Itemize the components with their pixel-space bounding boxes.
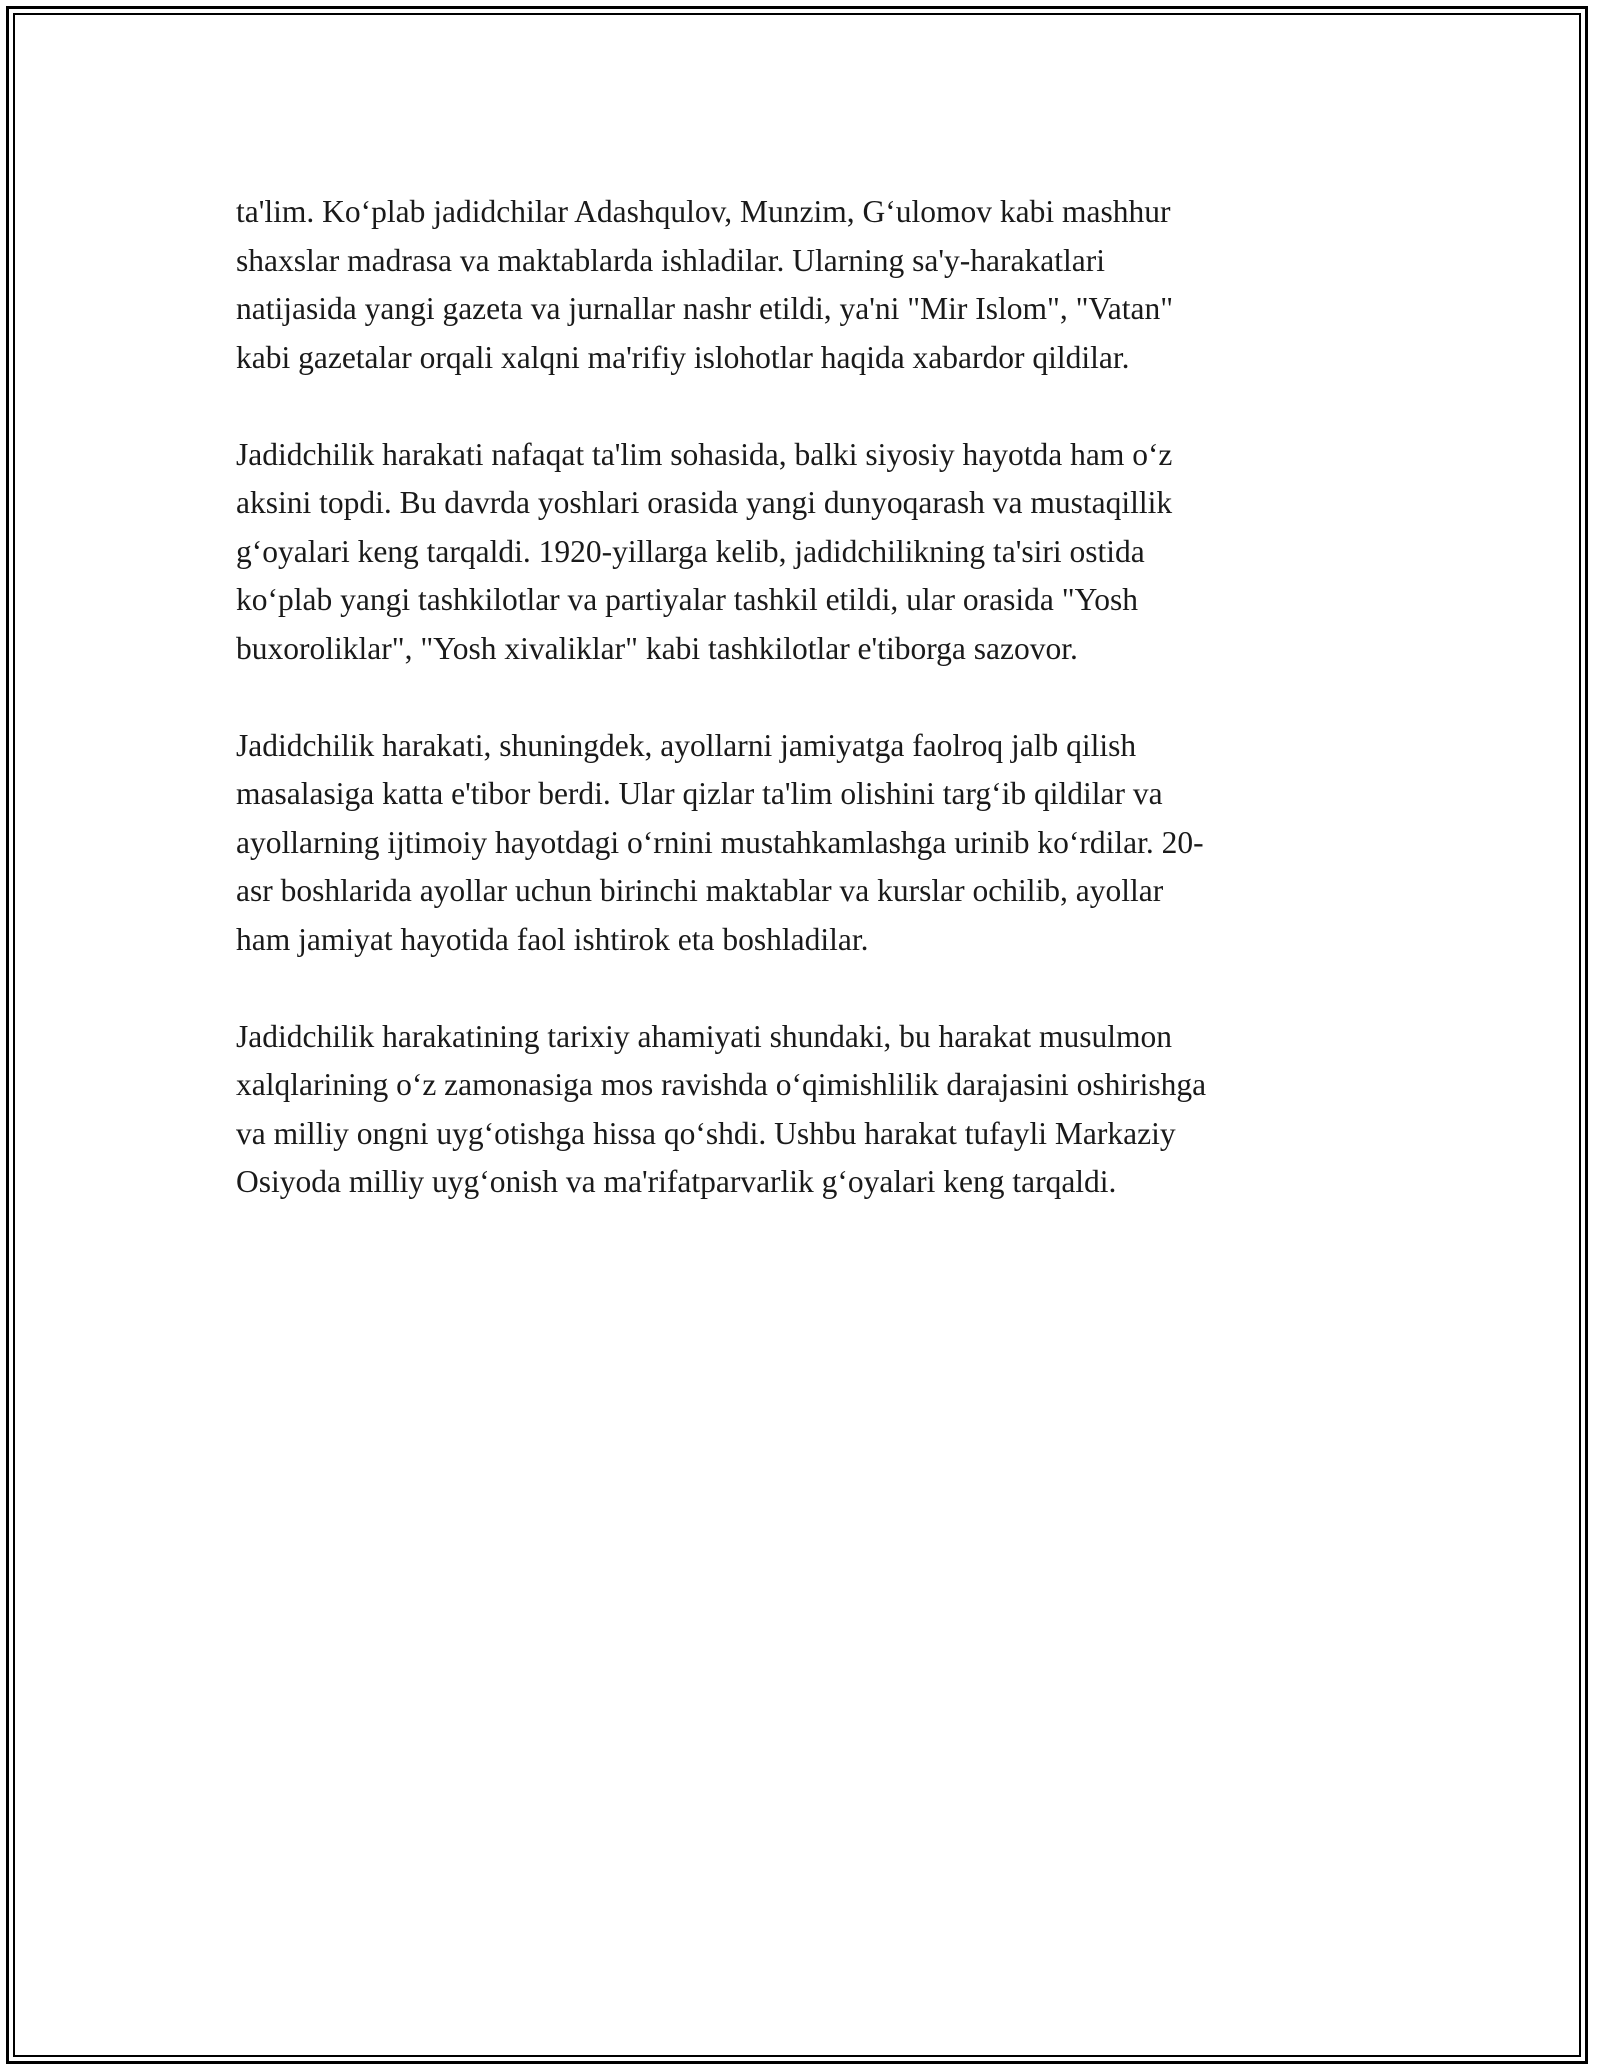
paragraph-3: Jadidchilik harakati, shuningdek, ayollarni jamiyatga faolroq jalb qilish masalasiga katta e'tibor berdi. Ular qizlar ta'lim olishini targ‘ib qildilar va ayollarning ijtimoiy hayotdagi o‘rnini mustahkamlashga urinib ko‘rdilar. 20- asr boshlarida ayollar uchun birinchi maktablar va kurslar ochilib, ayollar ham jamiyat hayotida faol ishtirok eta boshladilar. [236, 727, 1204, 957]
document-body [236, 188, 1376, 1255]
paragraph-4: Jadidchilik harakatining tarixiy ahamiyati shundaki, bu harakat musulmon xalqlarining o‘z zamonasiga mos ravishda o‘qimishlilik darajasini oshirishga va milliy ongni uyg‘otishga hissa qo‘shdi. Ushbu harakat tufayli Markaziy Osiyoda milliy uyg‘onish va ma'rifatparvarlik g‘oyalari keng tarqaldi. [236, 1018, 1207, 1199]
paragraph-2: Jadidchilik harakati nafaqat ta'lim sohasida, balki siyosiy hayotda ham o‘z aksini topdi. Bu davrda yoshlari orasida yangi dunyoqarash va mustaqillik g‘oyalari keng tarqaldi. 1920-yillarga kelib, jadidchilikning ta'siri ostida ko‘plab yangi tashkilotlar va partiyalar tashkil etildi, ular orasida "Yosh buxoroliklar", "Yosh xivaliklar" kabi tashkilotlar e'tiborga sazovor. [236, 436, 1173, 666]
paragraph-1: ta'lim. Ko‘plab jadidchilar Adashqulov, Munzim, G‘ulomov kabi mashhur shaxslar madrasa va maktablarda ishladilar. Ularning sa'y-harakatlari natijasida yangi gazeta va jurnallar nashr etildi, ya'ni "Mir Islom", "Vatan" kabi gazetalar orqali xalqni ma'rifiy islohotlar haqida xabardor qildilar. [236, 194, 1174, 375]
